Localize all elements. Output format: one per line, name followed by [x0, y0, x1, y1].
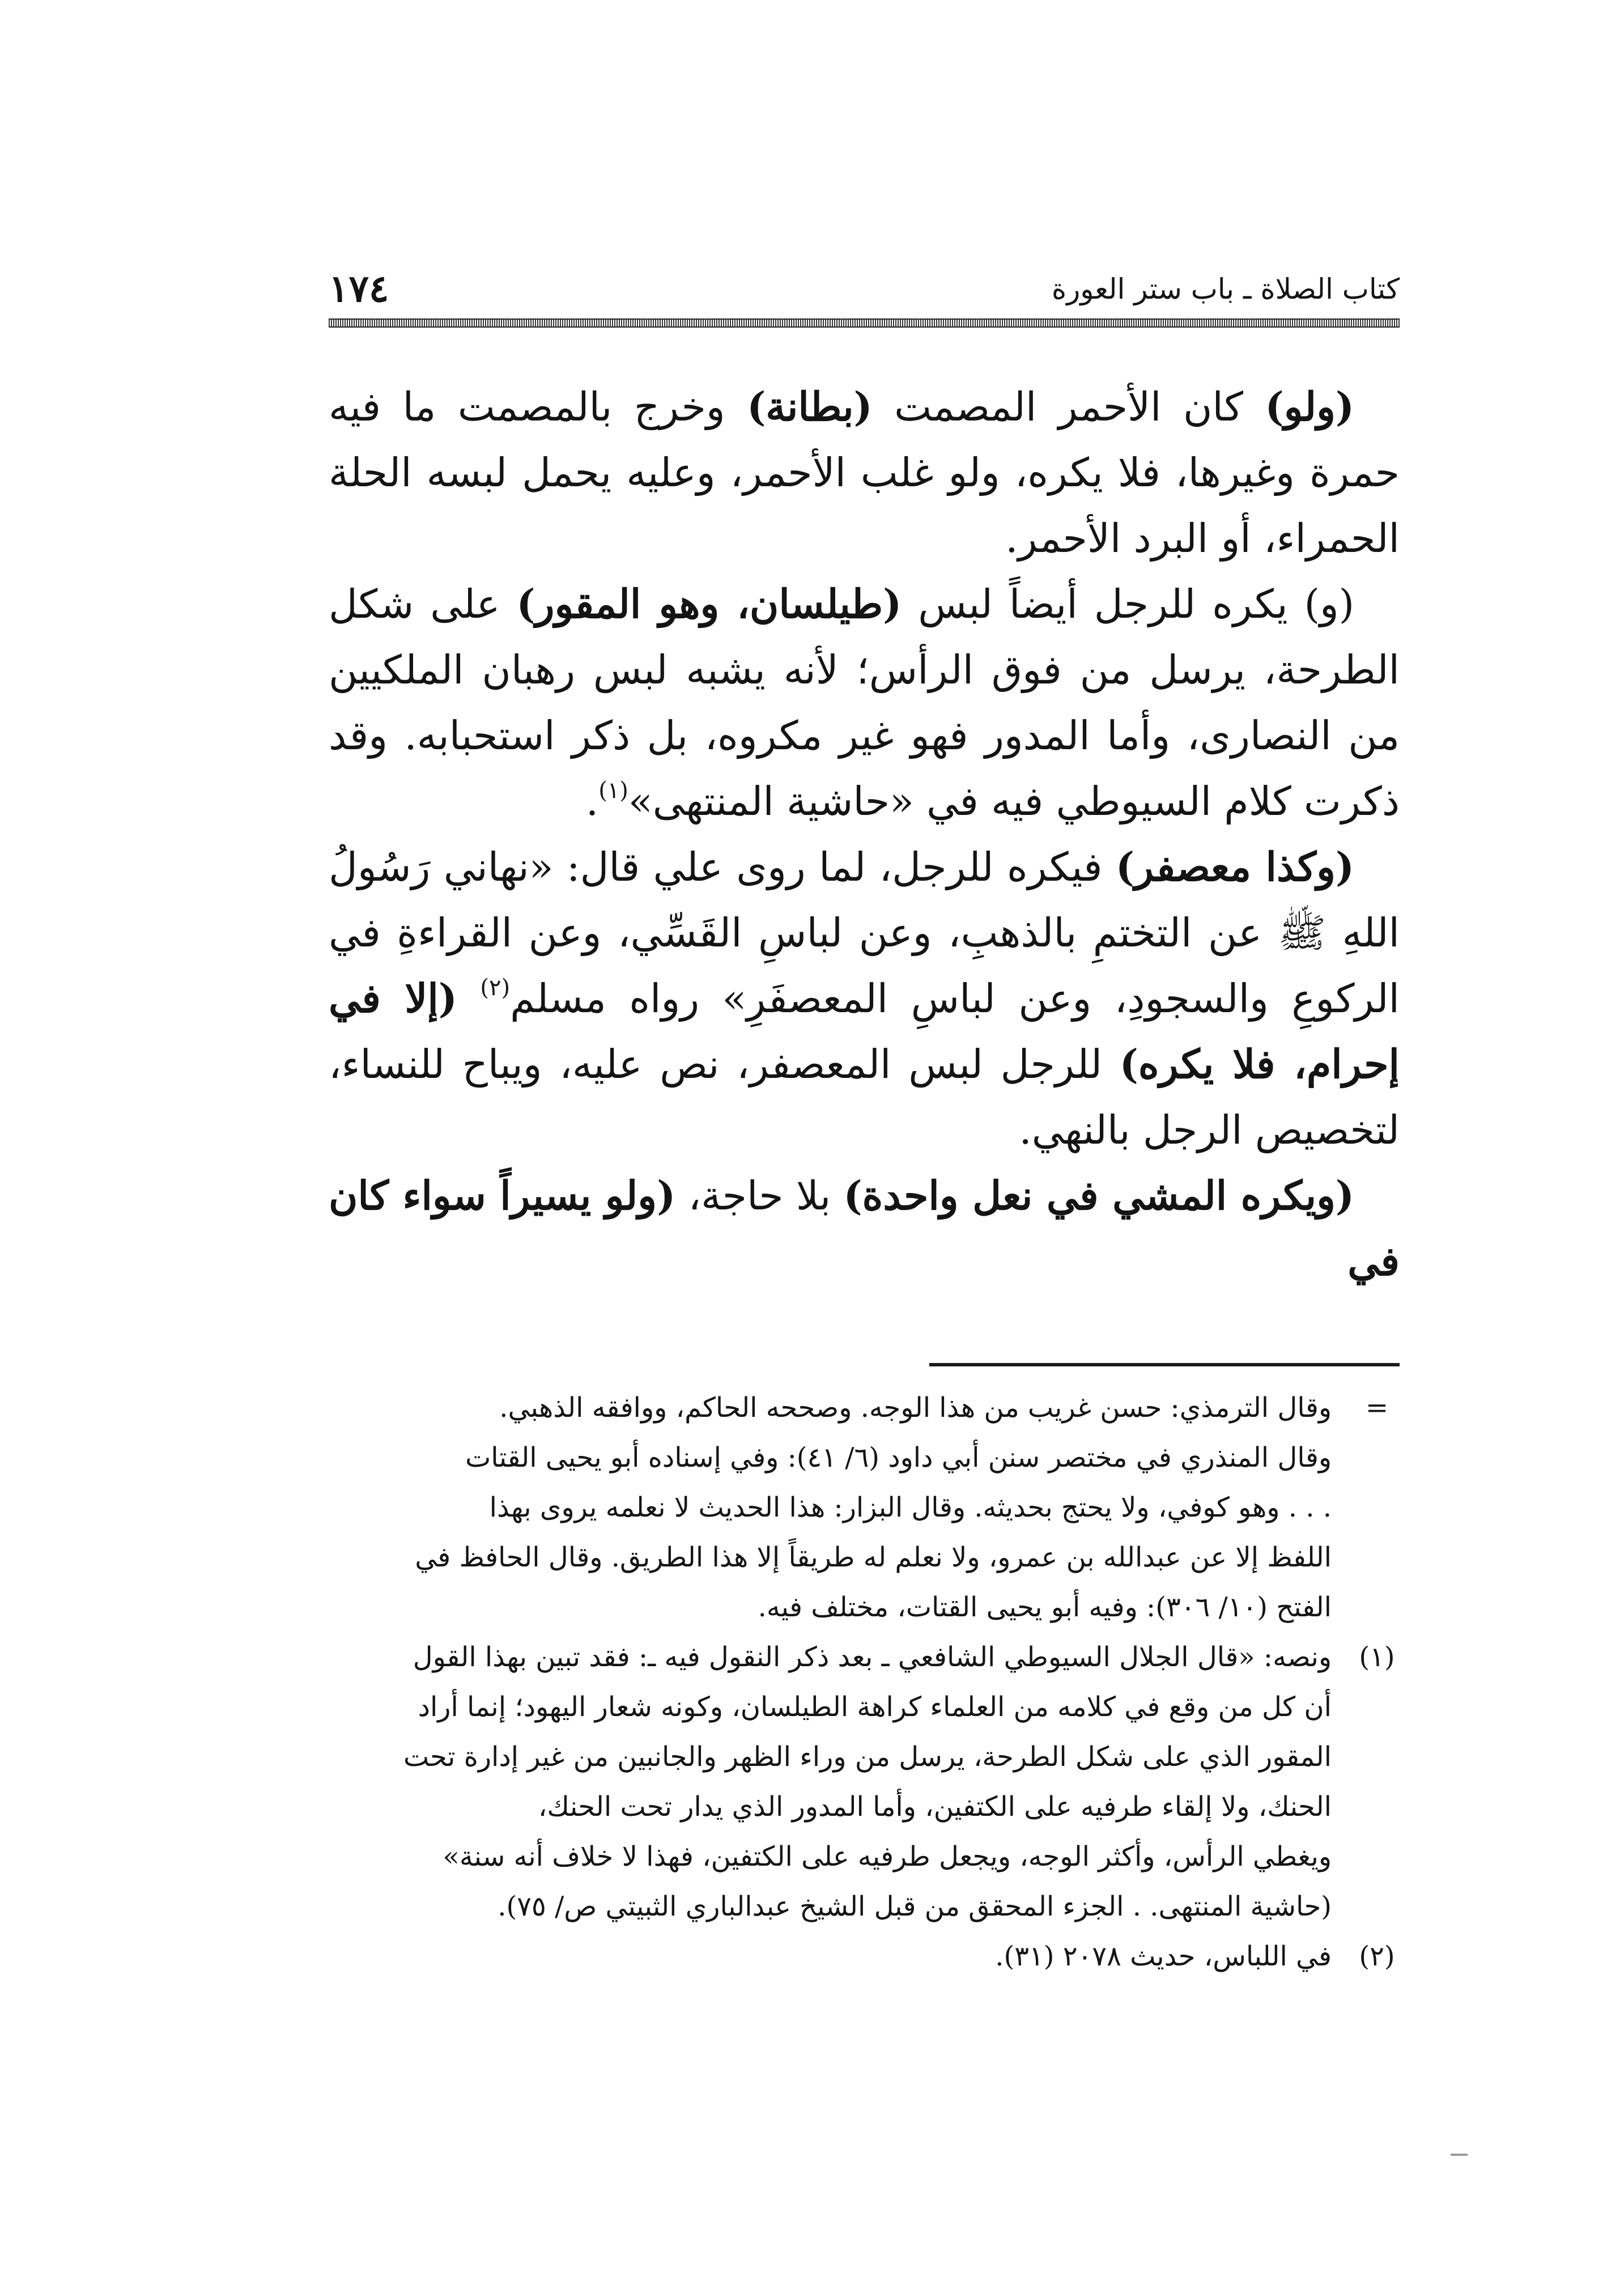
- paragraph-4: [329, 1163, 1400, 1294]
- text-run: (و) يكره للرجل أيضاً لبس: [902, 581, 1354, 627]
- text-run: بلا حاجة،: [675, 1173, 844, 1219]
- footnote-ref-1: (١): [598, 778, 628, 804]
- footnote-line: أن كل من وقع في كلامه من العلماء كراهة الطيلسان، وكونه شعار اليهود؛ إنما أراد: [418, 1691, 1332, 1723]
- text-run: وخرج بالمصمت ما فيه حمرة وغيرها، فلا يكره، ولو غلب الأحمر، وعليه يحمل لبسه الحلة الحمراء، أو البرد الأحمر.: [329, 384, 1400, 562]
- bold-phrase: (طيلسان، وهو المقور): [516, 580, 902, 627]
- scan-mark: [1451, 2154, 1468, 2156]
- bold-phrase: (بطانة): [747, 383, 873, 430]
- bold-phrase: (ولو): [1265, 383, 1355, 430]
- paragraph-2: [329, 571, 1400, 834]
- footnote-line: المقور الذي على شكل الطرحة، يرسل من وراء الظهر والجانبين من غير إدارة تحت: [403, 1741, 1332, 1773]
- footnote-line: . . . وهو كوفي، ولا يحتج بحديثه. وقال البزار: هذا الحديث لا نعلمه يروى بهذا: [489, 1492, 1332, 1523]
- header-rule: [329, 319, 1400, 328]
- text-run: .: [585, 778, 599, 825]
- footnote-line: اللفظ إلا عن عبدالله بن عمرو، ولا نعلم له طريقاً إلا هذا الطريق. وقال الحافظ في: [415, 1542, 1332, 1573]
- footnote-line: وقال الترمذي: حسن غريب من هذا الوجه. وصححه الحاكم، ووافقه الذهبي.: [499, 1392, 1332, 1424]
- footnote-line: الحنك، ولا إلقاء طرفيه على الكتفين، وأما المدور الذي يدار تحت الحنك،: [538, 1791, 1332, 1823]
- footnote-separator: [929, 1363, 1400, 1366]
- footnote-body: [329, 1931, 1332, 1981]
- paragraph-3: [329, 834, 1400, 1163]
- footnote-marker: =: [1365, 1392, 1389, 1424]
- footnote-marker: (١): [1359, 1641, 1395, 1673]
- page-number: ١٧٤: [329, 266, 389, 311]
- text-run: على شكل الطرحة، يرسل من فوق الرأس؛ لأنه يشبه لبس رهبان الملكيين من النصارى، وأما المدور فهو غير مكروه، بل ذكر استحبابه. وقد ذكرت كلام السيوطي فيه في «حاشية المنتهى»: [329, 581, 1400, 825]
- main-text: [329, 374, 1400, 1294]
- footnote-2: [329, 1931, 1400, 1981]
- text-run: [457, 975, 481, 1022]
- footnote-marker: (٢): [1359, 1940, 1395, 1972]
- footnote-line: ويغطي الرأس، وأكثر الوجه، ويجعل طرفيه على الكتفين، فهذا لا خلاف أنه سنة»: [443, 1841, 1332, 1872]
- bold-phrase: (ويكره المشي في نعل واحدة): [843, 1172, 1354, 1219]
- text-run: للرجل لبس المعصفر، نص عليه، ويباح للنساء، لتخصيص الرجل بالنهي.: [329, 1041, 1400, 1153]
- running-header: [329, 266, 1400, 312]
- footnote-line: وقال المنذري في مختصر سنن أبي داود (٦/ ٤١): وفي إسناده أبو يحيى القتات: [465, 1442, 1332, 1474]
- footnote-line: في اللباس، حديث ٢٠٧٨ (٣١).: [995, 1940, 1332, 1972]
- footnote-body: [329, 1383, 1332, 1632]
- footnote-line: ونصه: «قال الجلال السيوطي الشافعي ـ بعد ذكر النقول فيه ـ: فقد تبين بهذا القول: [413, 1641, 1332, 1673]
- chapter-title: كتاب الصلاة ـ باب ستر العورة: [1051, 273, 1400, 305]
- footnote-body: [329, 1632, 1332, 1931]
- footnote-ref-2: (٢): [480, 975, 511, 1001]
- bold-phrase: (إلا في إحرام، فلا يكره): [329, 975, 1400, 1088]
- paragraph-1: [329, 374, 1400, 571]
- footnotes: [329, 1383, 1400, 1981]
- bold-phrase: (ولو يسيراً سواء كان في: [329, 1172, 1400, 1285]
- footnote-line: الفتح (١٠/ ٣٠٦): وفيه أبو يحيى القتات، مختلف فيه.: [758, 1591, 1332, 1623]
- footnote-line: (حاشية المنتهى. . الجزء المحقق من قبل الشيخ عبدالباري الثبيتي ص/ ٧٥).: [498, 1891, 1332, 1922]
- footnote-1: [329, 1632, 1400, 1931]
- text-run: كان الأحمر المصمت: [872, 384, 1265, 430]
- text-run: فيكره للرجل، لما روى علي قال: «نهاني رَسُولُ اللهِ ﷺ عن التختمِ بالذهبِ، وعن لباسِ القَسِّي، وعن القراءةِ في الركوعِ والسجودِ، وعن لباسِ المعصفَرِ» رواه مسلم: [329, 844, 1400, 1022]
- footnote-continued: [329, 1383, 1400, 1632]
- bold-phrase: (وكذا معصفر): [1115, 843, 1354, 890]
